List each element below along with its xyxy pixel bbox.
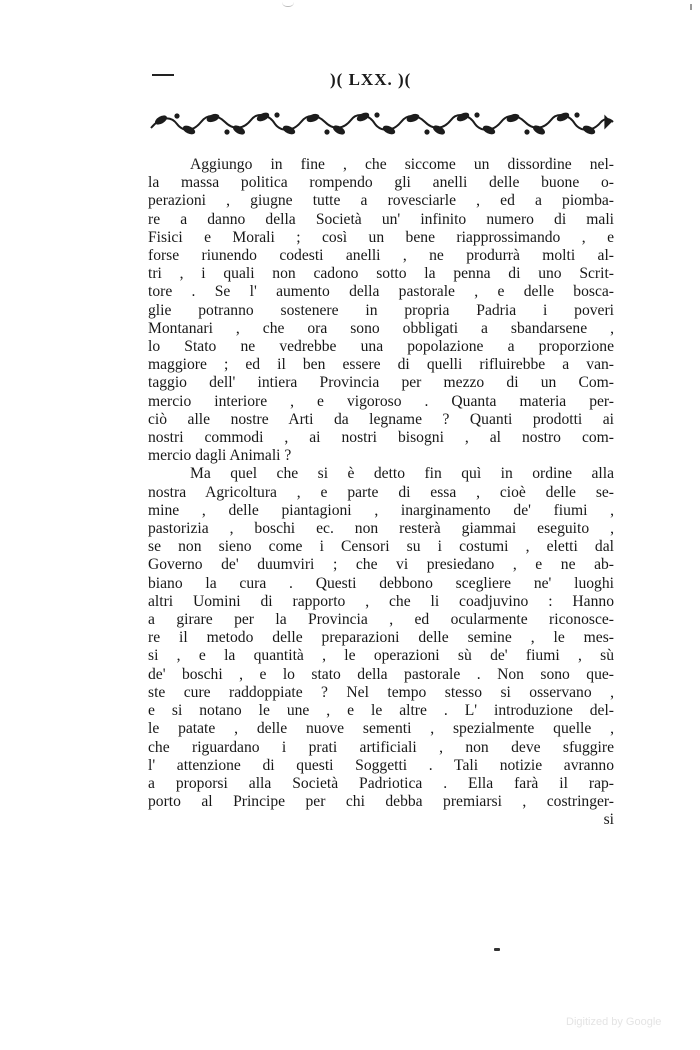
text-line: re a danno della Società un' infinito numero di mali (148, 210, 614, 228)
header-dash (152, 74, 174, 76)
page-number-header: )( LXX. )( (330, 70, 412, 89)
text-line: de' boschi , e lo stato della pastorale . Non sono que- (148, 665, 614, 683)
text-line: Montanari , che ora sono obbligati a sbandarsene , (148, 319, 614, 337)
text-line: tri , i quali non cadono sotto la penna di uno Scrit- (148, 265, 614, 283)
text-line: la massa politica rompendo gli anelli delle buone o- (148, 174, 614, 192)
text-line: perazioni , giugne tutte a rovesciarle , ed a piomba- (148, 192, 614, 210)
text-line: nostra Agricoltura , e parte di essa , cioè delle se- (148, 483, 614, 501)
text-line: Ma quel che si è detto fin quì in ordine alla (190, 465, 614, 483)
text-line: altri Uomini di rapporto , che li coadjuvino : Hanno (148, 592, 614, 610)
text-line: mercio dagli Animali ? (148, 447, 292, 465)
text-line: mine , delle piantagioni , inarginamento de' fiumi , (148, 501, 614, 519)
text-line: pastorizia , boschi ec. non resterà giammai eseguito , (148, 520, 614, 538)
text-line: se non sieno come i Censori su i costumi , eletti dal (148, 538, 614, 556)
catchword: si (603, 811, 614, 829)
text-line: Governo de' duumviri ; che vi presiedano , e ne ab- (148, 556, 614, 574)
text-line: lo Stato ne vedrebbe una popolazione a proporzione (148, 338, 614, 356)
body-text (148, 156, 614, 830)
page-edge-mark (690, 4, 692, 10)
paragraph-2 (148, 465, 614, 811)
text-line: porto al Principe per chi debba premiarsi , costringer- (148, 793, 614, 811)
text-line: l' attenzione di questi Soggetti . Tali notizie avranno (148, 756, 614, 774)
digitization-watermark: Digitized by Google (566, 1016, 662, 1028)
text-line: re il metodo delle preparazioni delle semine , le mes- (148, 629, 614, 647)
text-line: tore . Se l' aumento della pastorale , e delle bosca- (148, 283, 614, 301)
text-line: Fisici e Morali ; così un bene riapprossimando , e (148, 228, 614, 246)
paragraph-1 (148, 156, 614, 465)
ornamental-vine-border-icon (147, 110, 615, 136)
text-line: le patate , delle nuove sementi , spezialmente quelle , (148, 720, 614, 738)
text-line: forse riunendo codesti anelli , ne produrrà molti al- (148, 247, 614, 265)
text-line: taggio dell' intiera Provincia per mezzo di un Com- (148, 374, 614, 392)
text-line: mercio interiore , e vigoroso . Quanta materia per- (148, 392, 614, 410)
text-line: che riguardano i prati artificiali , non deve sfuggire (148, 738, 614, 756)
text-line: a proporsi alla Società Padriotica . Ella farà il rap- (148, 774, 614, 792)
text-line: ste cure raddoppiate ? Nel tempo stesso si osservano , (148, 683, 614, 701)
text-line: ciò alle nostre Arti da legname ? Quanti prodotti ai (148, 410, 614, 428)
text-line: nostri commodi , ai nostri bisogni , al nostro com- (148, 429, 614, 447)
ink-mark (494, 948, 500, 951)
text-line: a girare per la Provincia , ed ocularmente riconosce- (148, 611, 614, 629)
text-line: maggiore ; ed il ben essere di quelli rifluirebbe a van- (148, 356, 614, 374)
text-line: Aggiungo in fine , che siccome un dissordine nel- (190, 156, 614, 173)
page-edge-mark (282, 2, 294, 7)
text-line: si , e la quantità , le operazioni sù de' fiumi , sù (148, 647, 614, 665)
text-line: glie potranno sostenere in propria Padria i poveri (148, 301, 614, 319)
text-line: e si notano le une , e le altre . L' introduzione del- (148, 702, 614, 720)
text-line: biano la cura . Questi debbono scegliere ne' luoghi (148, 574, 614, 592)
